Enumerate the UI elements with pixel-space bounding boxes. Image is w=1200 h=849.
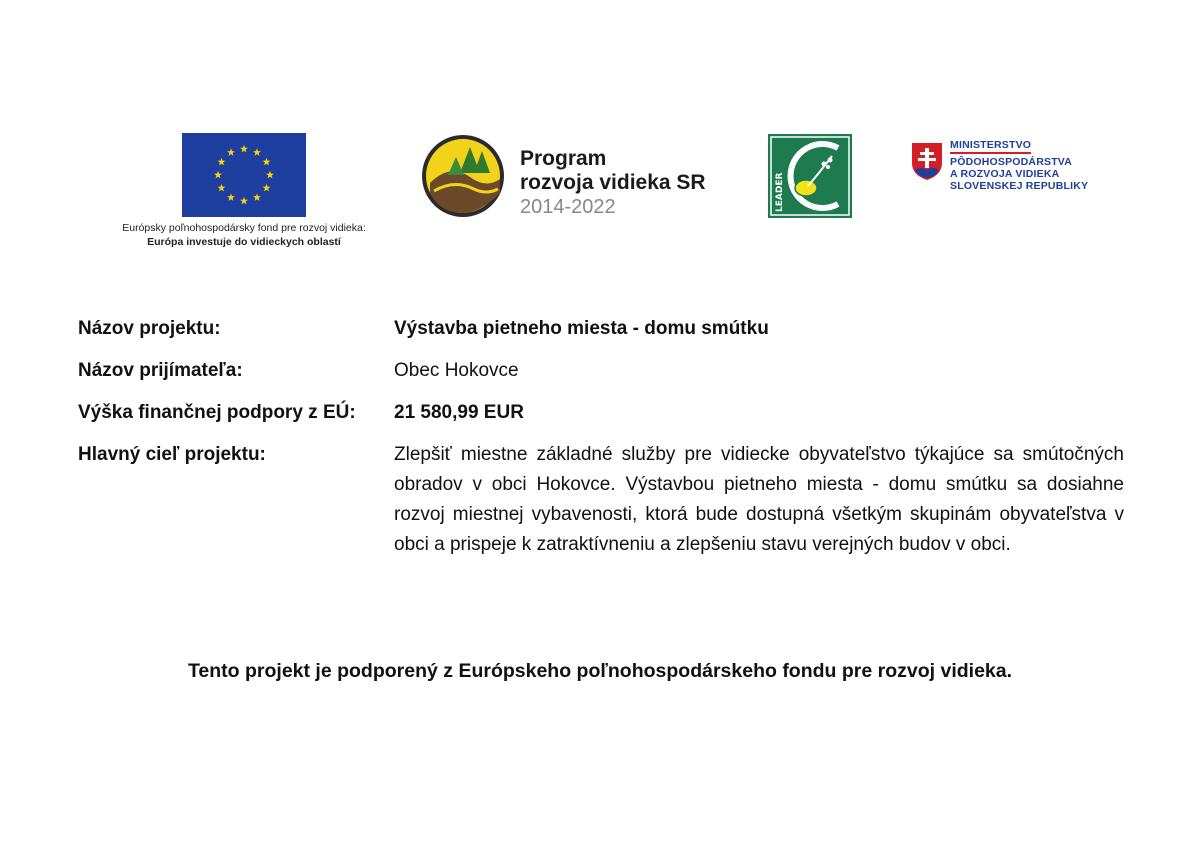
prv-years: 2014-2022 — [520, 196, 616, 218]
project-name-row — [78, 314, 1124, 344]
ministry-line3: A ROZVOJA VIDIEKA — [950, 168, 1060, 180]
goal-row — [78, 440, 1124, 560]
project-name-value: Výstavba pietneho miesta - domu smútku — [394, 318, 769, 339]
prv-badge-icon — [420, 133, 506, 219]
ministry-text — [950, 139, 1088, 192]
support-value: 21 580,99 EUR — [394, 402, 524, 423]
funding-statement: Tento projekt je podporený z Európskeho poľnohospodárskeho fondu pre rozvoj vidieka. — [187, 660, 1013, 682]
prv-logo-block — [420, 133, 740, 223]
eu-caption — [88, 221, 400, 249]
support-row — [78, 398, 1124, 428]
slovak-coat-of-arms-icon — [910, 141, 944, 181]
leader-label: LEADER — [775, 172, 785, 212]
leader-logo-icon — [768, 134, 852, 218]
eu-caption-line2: Európa investuje do vidieckych oblastí — [147, 236, 341, 248]
recipient-value: Obec Hokovce — [394, 360, 519, 381]
eu-logo-block — [88, 133, 400, 249]
prv-title-line1: Program — [520, 147, 607, 170]
goal-label: Hlavný cieľ projektu: — [78, 444, 266, 465]
project-name-label: Názov projektu: — [78, 318, 221, 339]
eu-flag-icon — [182, 133, 306, 217]
recipient-row — [78, 356, 1124, 386]
prv-text — [520, 147, 706, 219]
ministry-line4: SLOVENSKEJ REPUBLIKY — [950, 180, 1089, 192]
project-info — [78, 314, 1124, 572]
ministry-title: MINISTERSTVO — [950, 139, 1031, 154]
ministry-logo-block — [910, 137, 1140, 207]
prv-title-line2: rozvoja vidieka SR — [520, 171, 706, 194]
eu-caption-line1: Európsky poľnohospodársky fond pre rozvoj vidieka: — [122, 222, 366, 234]
ministry-line2: PÔDOHOSPODÁRSTVA — [950, 156, 1073, 168]
support-label: Výška finančnej podpory z EÚ: — [78, 402, 356, 423]
recipient-label: Názov prijímateľa: — [78, 360, 243, 381]
goal-value: Zlepšiť miestne základné služby pre vidiecke obyvateľstvo týkajúce sa smútočných obradov v obci Hokovce. Výstavbou pietneho miesta - domu smútku sa dosiahne rozvoj miestnej vybavenosti, ktorá bude dostupná všetkým skupinám obyvateľstva v obci a prispeje k zatraktívneniu a zlepšeniu stavu verejných budov v obci. — [394, 444, 1124, 555]
leader-logo-block — [768, 134, 852, 218]
